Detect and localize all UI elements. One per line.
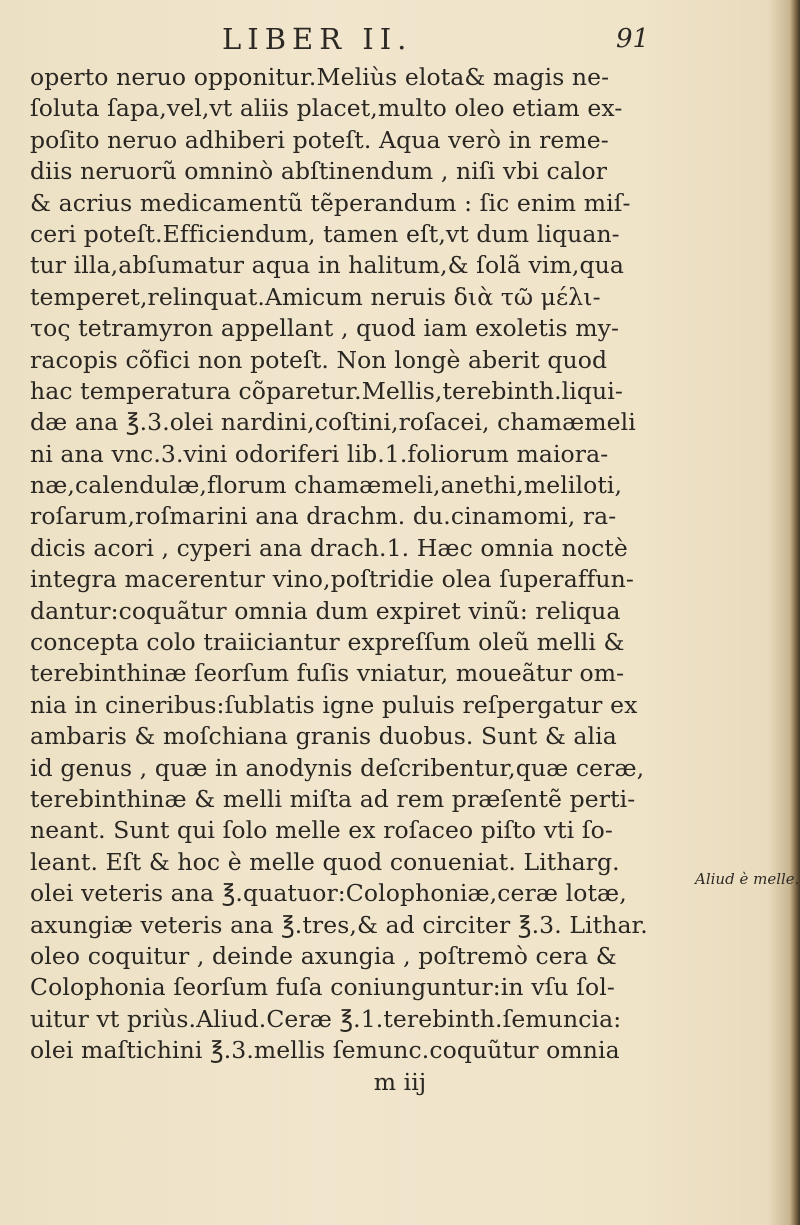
page-edge — [790, 0, 800, 1225]
text-line: diis neruorũ omninò abſtinendum , niſi vbi calor — [30, 157, 608, 186]
text-line: dæ ana ℥.3.olei nardini,coſtini,roſacei, chamæmeli — [30, 408, 636, 437]
text-line: Colophonia ſeorſum fuſa coniunguntur:in vſu ſol- — [30, 973, 615, 1002]
text-line: racopis cõfici non poteſt. Non longè aberit quod — [30, 345, 608, 374]
text-line: olei veteris ana ℥.quatuor:Colophoniæ,ceræ lotæ, — [30, 879, 627, 908]
text-line: ſoluta ſapa,vel,vt aliis placet,multo oleo etiam ex- — [30, 94, 623, 123]
signature-mark: m iij — [373, 1067, 427, 1096]
text-line: concepta colo traiiciantur expreſſum oleũ melli & — [30, 628, 625, 657]
text-line: nia in cineribus:ſublatis igne puluis reſpergatur ex — [30, 690, 638, 719]
text-line: temperet,relinquat.Amicum neruis διὰ τῶ μέλι- — [30, 282, 601, 311]
text-line: operto neruo opponitur.Meliùs elota& magis ne- — [30, 63, 610, 91]
page-header — [0, 22, 800, 62]
text-line: roſarum,roſmarini ana drachm. du.cinamomi, ra- — [30, 502, 617, 531]
marginal-note: Aliud è melle. — [695, 870, 800, 888]
text-line: id genus , quæ in anodynis deſcribentur,quæ ceræ, — [30, 753, 645, 782]
text-line: tur illa,abſumatur aqua in halitum,& ſolã vim,qua — [30, 251, 624, 280]
text-line: ni ana vnc.3.vini odoriferi lib.1.foliorum maiora- — [30, 439, 609, 468]
text-line: terebinthinæ & melli miſta ad rem præſentẽ perti- — [30, 784, 636, 813]
text-line: τος tetramyron appellant , quod iam exoletis my- — [30, 314, 620, 343]
text-line: integra macerentur vino,poſtridie olea ſuperaffun- — [30, 565, 634, 594]
text-line: neant. Sunt qui ſolo melle ex roſaceo piſto vti ſo- — [30, 816, 613, 845]
text-line: næ,calendulæ,florum chamæmeli,anethi,meliloti, — [30, 471, 623, 500]
page-number: 91 — [616, 24, 650, 54]
text-line: hac temperatura cõparetur.Mellis,terebinth.liqui- — [30, 376, 623, 405]
text-line: oleo coquitur , deinde axungia , poſtremò cera & — [30, 941, 617, 970]
text-line: terebinthinæ ſeorſum fuſis vniatur, moueãtur om- — [30, 659, 625, 688]
text-line: olei maſtichini ℥.3.mellis ſemunc.coquũtur omnia — [30, 1036, 620, 1065]
text-line: axungiæ veteris ana ℥.tres,& ad circiter ℥.3. Lithar. — [30, 910, 648, 939]
text-line: dicis acori , cyperi ana drach.1. Hæc omnia noctè — [30, 533, 628, 562]
text-line: ceri poteſt.Efficiendum, tamen eſt,vt dum liquan- — [30, 219, 620, 248]
text-line: dantur:coquãtur omnia dum expiret vinũ: reliqua — [30, 596, 621, 625]
body-text — [30, 62, 680, 1098]
running-title: LIBER II. — [222, 22, 413, 56]
text-line: ambaris & moſchiana granis duobus. Sunt & alia — [30, 722, 617, 751]
text-line: poſito neruo adhiberi poteſt. Aqua verò in reme- — [30, 125, 609, 154]
text-line: leant. Eſt & hoc è melle quod conueniat. Litharg. — [30, 847, 620, 876]
text-line: uitur vt priùs.Aliud.Ceræ ℥.1.terebinth.ſemuncia: — [30, 1004, 622, 1033]
text-line: & acrius medicamentũ tẽperandum : ſic enim miſ- — [30, 188, 631, 217]
